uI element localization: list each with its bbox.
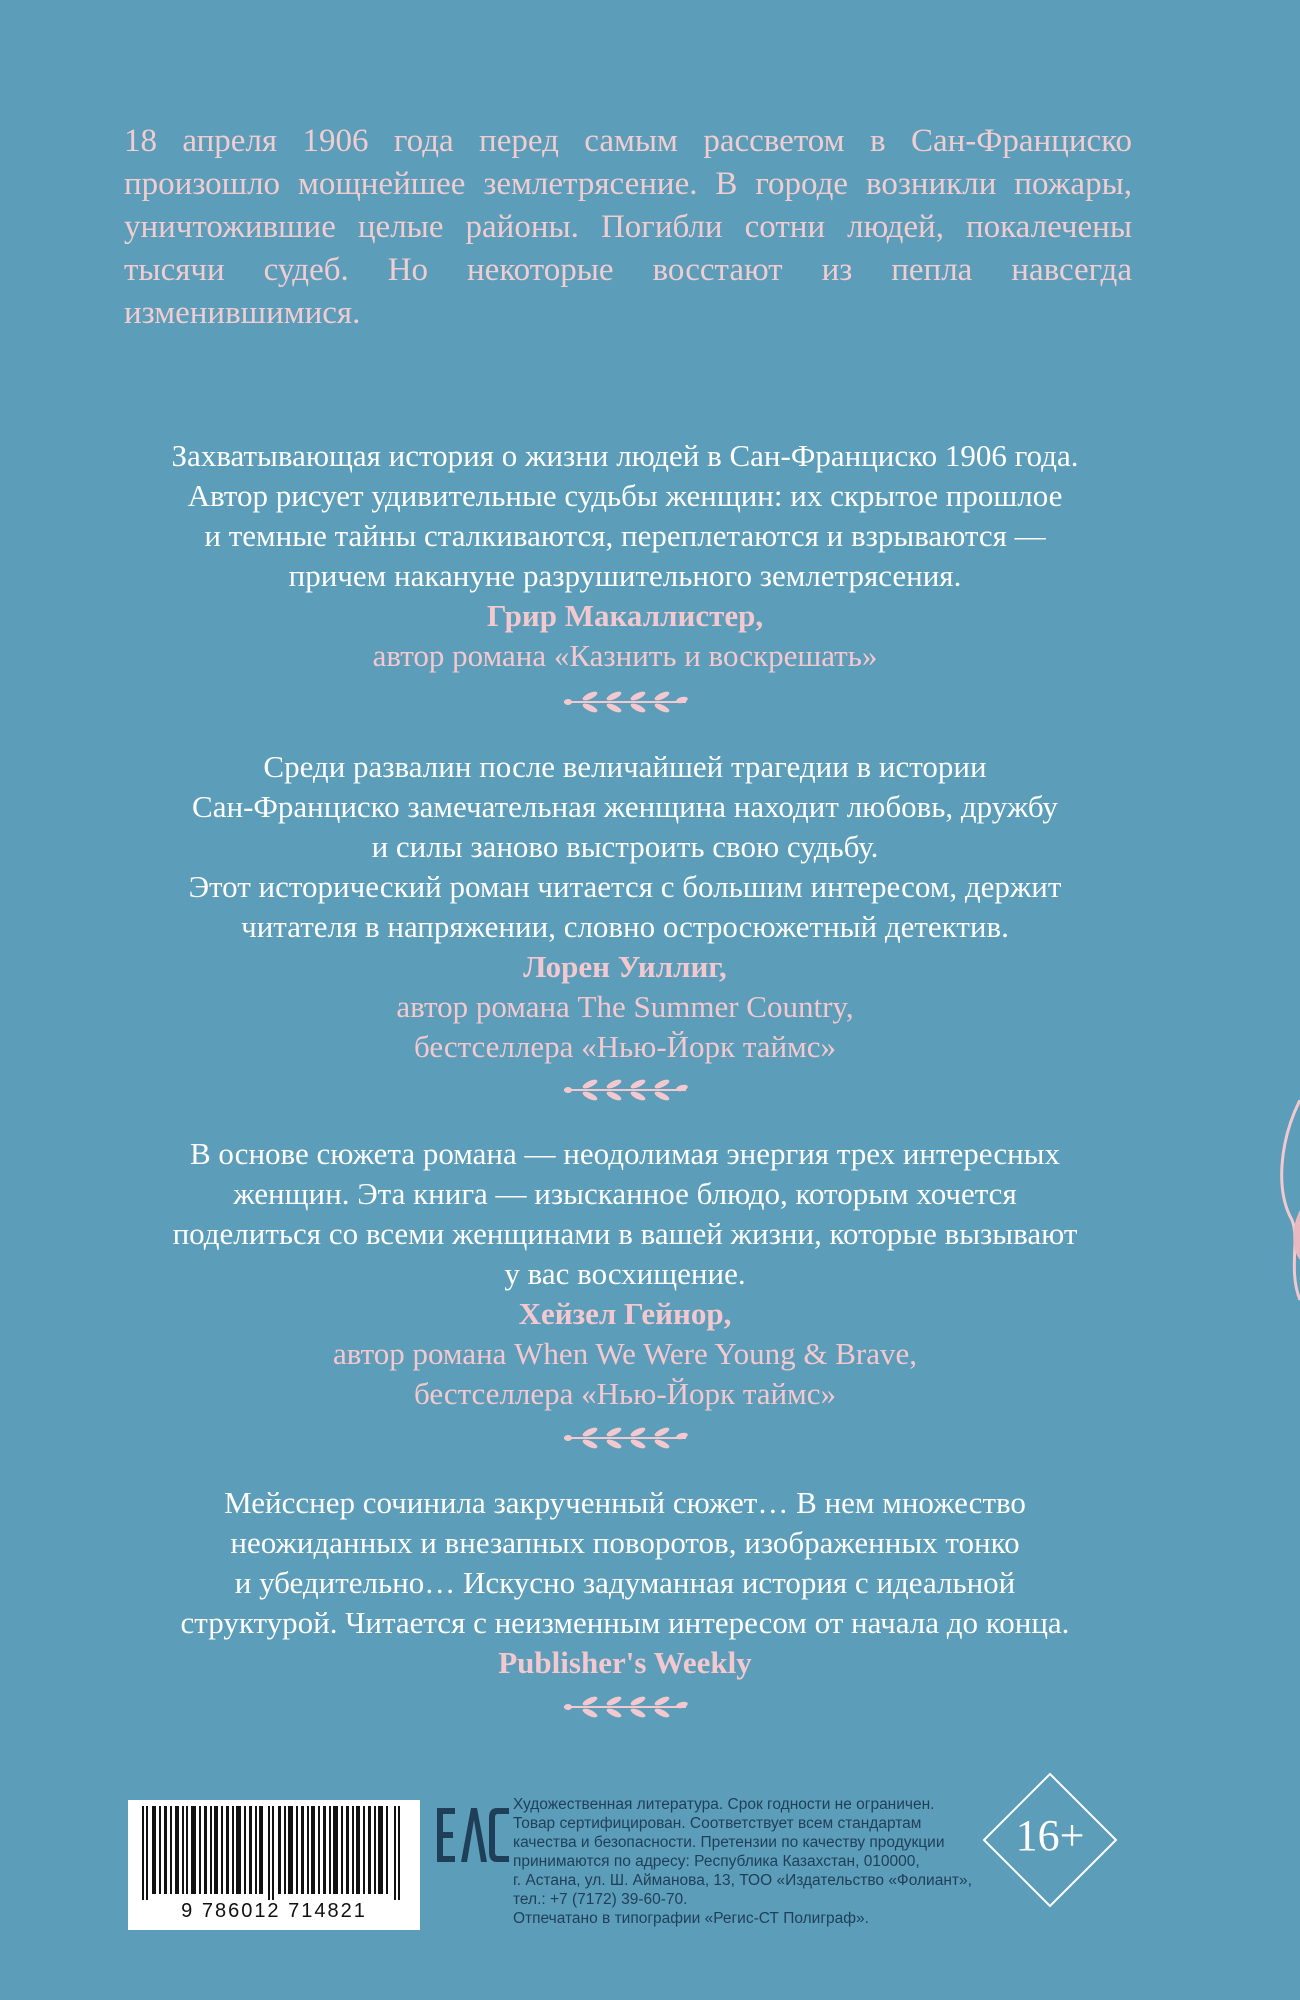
review-line: читателя в напряжении, словно остросюжетный детектив.	[241, 909, 1009, 944]
intro-text: 18 апреля 1906 года перед самым рассветом в Сан-Франциско произошло мощнейшее землетрясение. В городе возникли пожары, уничтожившие целые районы. Погибли сотни людей, покалечены тысячи судеб. Но некоторые восстают из пепла навсегда изменившимися.	[124, 123, 1132, 331]
laurel-branch-icon	[560, 1075, 690, 1105]
legal-line: качества и безопасности. Претензии по качеству продукции	[513, 1834, 945, 1851]
review-credit: автор романа When We Were Young & Brave,	[332, 1336, 917, 1371]
legal-line: Отпечатано в типографии «Регис-СТ Полиграф».	[513, 1910, 869, 1927]
review-line: женщин. Эта книга — изысканное блюдо, которым хочется	[233, 1176, 1017, 1211]
review-line: у вас восхищение.	[504, 1256, 746, 1291]
review-line: причем накануне разрушительного землетрясения.	[288, 558, 962, 593]
review-2	[110, 747, 1140, 1067]
review-line: неожиданных и внезапных поворотов, изображенных тонко	[230, 1525, 1020, 1560]
intro-paragraph	[124, 120, 1132, 335]
legal-info	[513, 1795, 1013, 1928]
legal-line: тел.: +7 (7172) 39-60-70.	[513, 1891, 688, 1908]
review-line: и силы заново выстроить свою судьбу.	[371, 829, 879, 864]
review-line: Этот исторический роман читается с большим интересом, держит	[188, 869, 1062, 904]
barcode-bars	[128, 1800, 420, 1902]
age-rating: 16+	[1015, 1811, 1085, 1860]
review-author: Publisher's Weekly	[498, 1645, 752, 1680]
review-credit: автор романа The Summer Country,	[396, 989, 854, 1024]
barcode	[128, 1800, 420, 1930]
review-line: Автор рисует удивительные судьбы женщин: их скрытое прошлое	[187, 478, 1063, 513]
ribbon-decoration-icon	[1270, 1100, 1300, 1350]
legal-line: принимаются по адресу: Республика Казахстан, 010000,	[513, 1853, 920, 1870]
review-author: Грир Макаллистер,	[486, 598, 764, 633]
laurel-branch-icon	[560, 1423, 690, 1453]
review-4	[110, 1483, 1140, 1683]
review-line: и убедительно… Искусно задуманная история с идеальной	[234, 1565, 1016, 1600]
review-line: Захватывающая история о жизни людей в Сан-Франциско 1906 года.	[171, 438, 1079, 473]
review-line: поделиться со всеми женщинами в вашей жизни, которые вызывают	[172, 1216, 1078, 1251]
review-1	[110, 436, 1140, 676]
review-line: Среди развалин после величайшей трагедии в истории	[263, 749, 987, 784]
review-line: В основе сюжета романа — неодолимая энергия трех интересных	[189, 1136, 1061, 1171]
review-line: и темные тайны сталкиваются, переплетаются и взрываются —	[204, 518, 1046, 553]
isbn-number: 9 786012 714821	[128, 1900, 420, 1930]
review-3	[110, 1134, 1140, 1414]
review-author: Хейзел Гейнор,	[518, 1296, 732, 1331]
laurel-branch-icon	[560, 687, 690, 717]
review-credit: бестселлера «Нью-Йорк таймс»	[413, 1029, 837, 1064]
review-credit: автор романа «Казнить и воскрешать»	[372, 638, 878, 673]
review-author: Лорен Уиллиг,	[523, 949, 727, 984]
review-line: структурой. Читается с неизменным интересом от начала до конца.	[180, 1605, 1070, 1640]
eac-mark-icon	[435, 1800, 510, 1870]
review-line: Мейсснер сочинила закрученный сюжет… В нем множество	[224, 1485, 1026, 1520]
legal-line: Художественная литература. Срок годности не ограничен.	[513, 1796, 935, 1813]
review-credit: бестселлера «Нью-Йорк таймс»	[413, 1376, 837, 1411]
laurel-branch-icon	[560, 1692, 690, 1722]
legal-line: Товар сертифицирован. Соответствует всем стандартам	[513, 1815, 922, 1832]
review-line: Сан-Франциско замечательная женщина находит любовь, дружбу	[192, 789, 1058, 824]
legal-line: г. Астана, ул. Ш. Айманова, 13, ТОО «Издательство «Фолиант»,	[513, 1872, 972, 1889]
